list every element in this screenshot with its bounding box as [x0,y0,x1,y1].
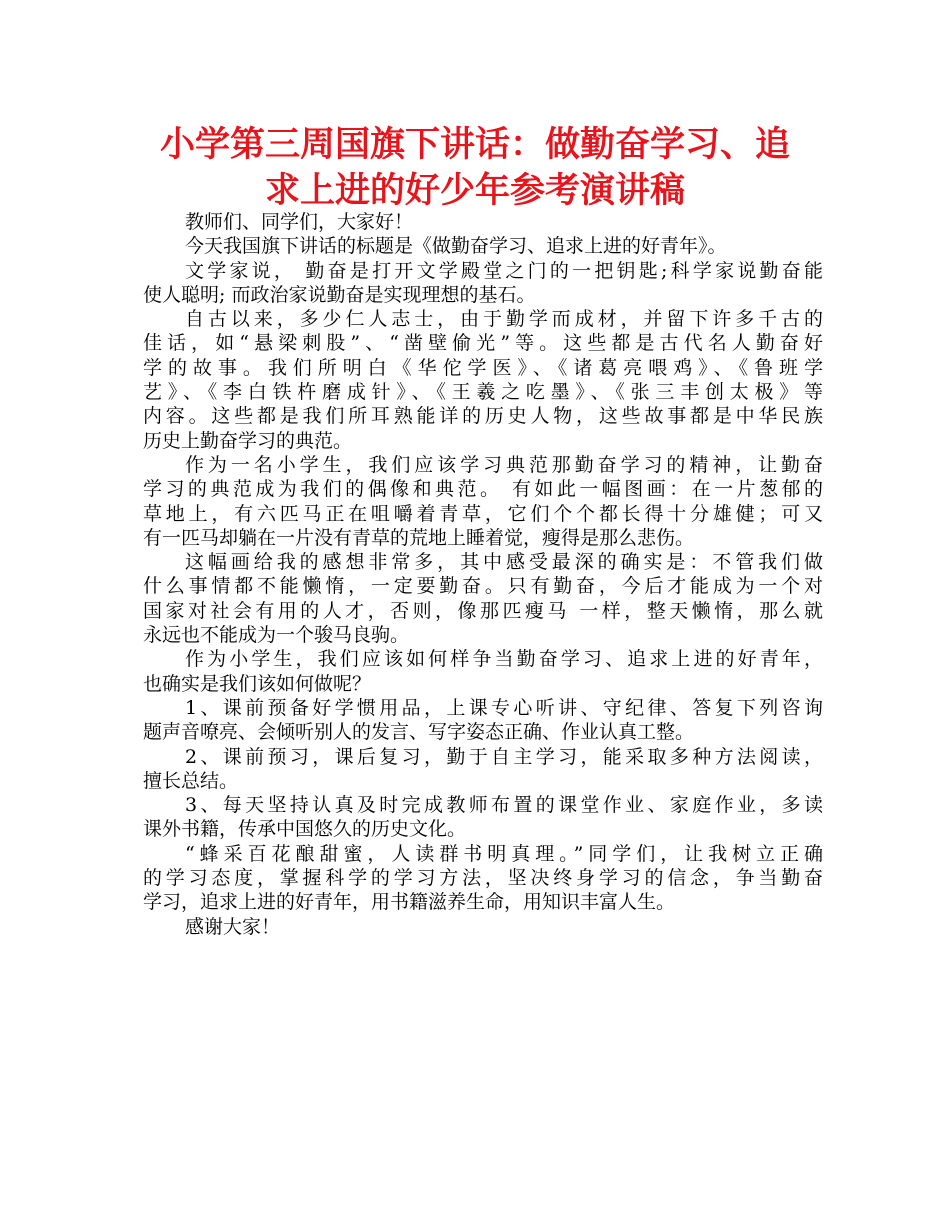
paragraph [143,234,823,258]
paragraph-line: 1、课前预备好学惯用品，上课专心听讲、守纪律、答复下列咨询 [185,696,823,719]
document-title [100,122,850,214]
paragraph [143,745,823,794]
paragraph [143,210,823,234]
paragraph [143,259,823,308]
paragraph-line: 也确实是我们该如何做呢？ [143,672,372,695]
paragraph [143,550,823,647]
paragraph-line: 作为一名小学生，我们应该学习典范那勤奋学习的精神，让勤奋 [185,453,823,476]
paragraph-line: 教师们、同学们，大家好！ [185,211,414,233]
paragraph [143,915,823,939]
paragraph-line: 文学家说， 勤奋是打开文学殿堂之门的一把钥匙;科学家说勤奋能 [185,259,823,282]
paragraph [143,842,823,915]
paragraph-line: 自古以来，多少仁人志士，由于勤学而成材，并留下许多千古的 [185,308,823,331]
paragraph-line: 草地上，有六匹马正在咀嚼着青草，它们个个都长得十分雄健；可又 [143,502,823,525]
paragraph [143,696,823,745]
paragraph-line: 学习的典范成为我们的偶像和典范。 有如此一幅图画：在一片葱郁的 [143,478,823,501]
title-line: 小学第三周国旗下讲话：做勤奋学习、追 [159,125,790,165]
paragraph-line: 擅长总结。 [143,769,239,792]
paragraph-line: 这幅画给我的感想非常多，其中感受最深的确实是：不管我们做 [185,551,823,574]
paragraph-line: 历史上勤奋学习的典范。 [143,429,353,452]
paragraph-line: 学习，追求上进的好青年，用书籍滋养生命，用知识丰富人生。 [143,891,676,914]
title-line: 求上进的好少年参考演讲稿 [264,171,685,211]
paragraph-line: 的学习态度，掌握科学的学习方法，坚决终身学习的信念，争当勤奋 [143,867,823,890]
paragraph-line: 课外书籍，传承中国悠久的历史文化。 [143,818,467,841]
paragraph-line: 今天我国旗下讲话的标题是《做勤奋学习、追求上进的好青年》。 [185,235,727,258]
paragraph [143,793,823,842]
paragraph [143,453,823,550]
paragraph-line: 学的故事。我们所明白《华佗学医》、《诸葛亮喂鸡》、《鲁班学 [143,356,823,379]
paragraph-line: 内容。这些都是我们所耳熟能详的历史人物，这些故事都是中华民族 [143,405,823,428]
paragraph-line: 永远也不能成为一个骏马良驹。 [143,624,410,647]
paragraph-line: “蜂采百花酿甜蜜，人读群书明真理。”同学们，让我树立正确 [185,842,823,865]
paragraph-line: 作为小学生，我们应该如何样争当勤奋学习、追求上进的好青年， [185,648,823,671]
paragraph-line: 国家对社会有用的人才，否则，像那匹瘦马 一样，整天懒惰，那么就 [143,599,823,622]
paragraph [143,307,823,453]
paragraph-line: 佳话，如“悬梁刺股”、“凿壁偷光”等。这些都是古代名人勤奋好 [143,332,823,355]
paragraph-line: 使人聪明; 而政治家说勤奋是实现理想的基石。 [143,283,536,306]
paragraph-line: 艺》、《李白铁杵磨成针》、《王羲之吃墨》、《张三丰创太极》等 [143,381,823,404]
paragraph [143,647,823,696]
paragraph-line: 什么事情都不能懒惰，一定要勤奋。只有勤奋，今后才能成为一个对 [143,575,823,598]
paragraph-line: 有一匹马却躺在一片没有青草的荒地上睡着觉，瘦得是那么悲伤。 [143,526,695,549]
paragraph-line: 题声音嘹亮、会倾听别人的发言、写字姿态正确、作业认真工整。 [143,721,695,744]
paragraph-line: 2、课前预习，课后复习，勤于自主学习，能采取多种方法阅读， [185,745,823,768]
speech-body [143,210,823,939]
paragraph-line: 感谢大家！ [185,915,281,938]
paragraph-line: 3、每天坚持认真及时完成教师布置的课堂作业、家庭作业，多读 [185,794,823,817]
